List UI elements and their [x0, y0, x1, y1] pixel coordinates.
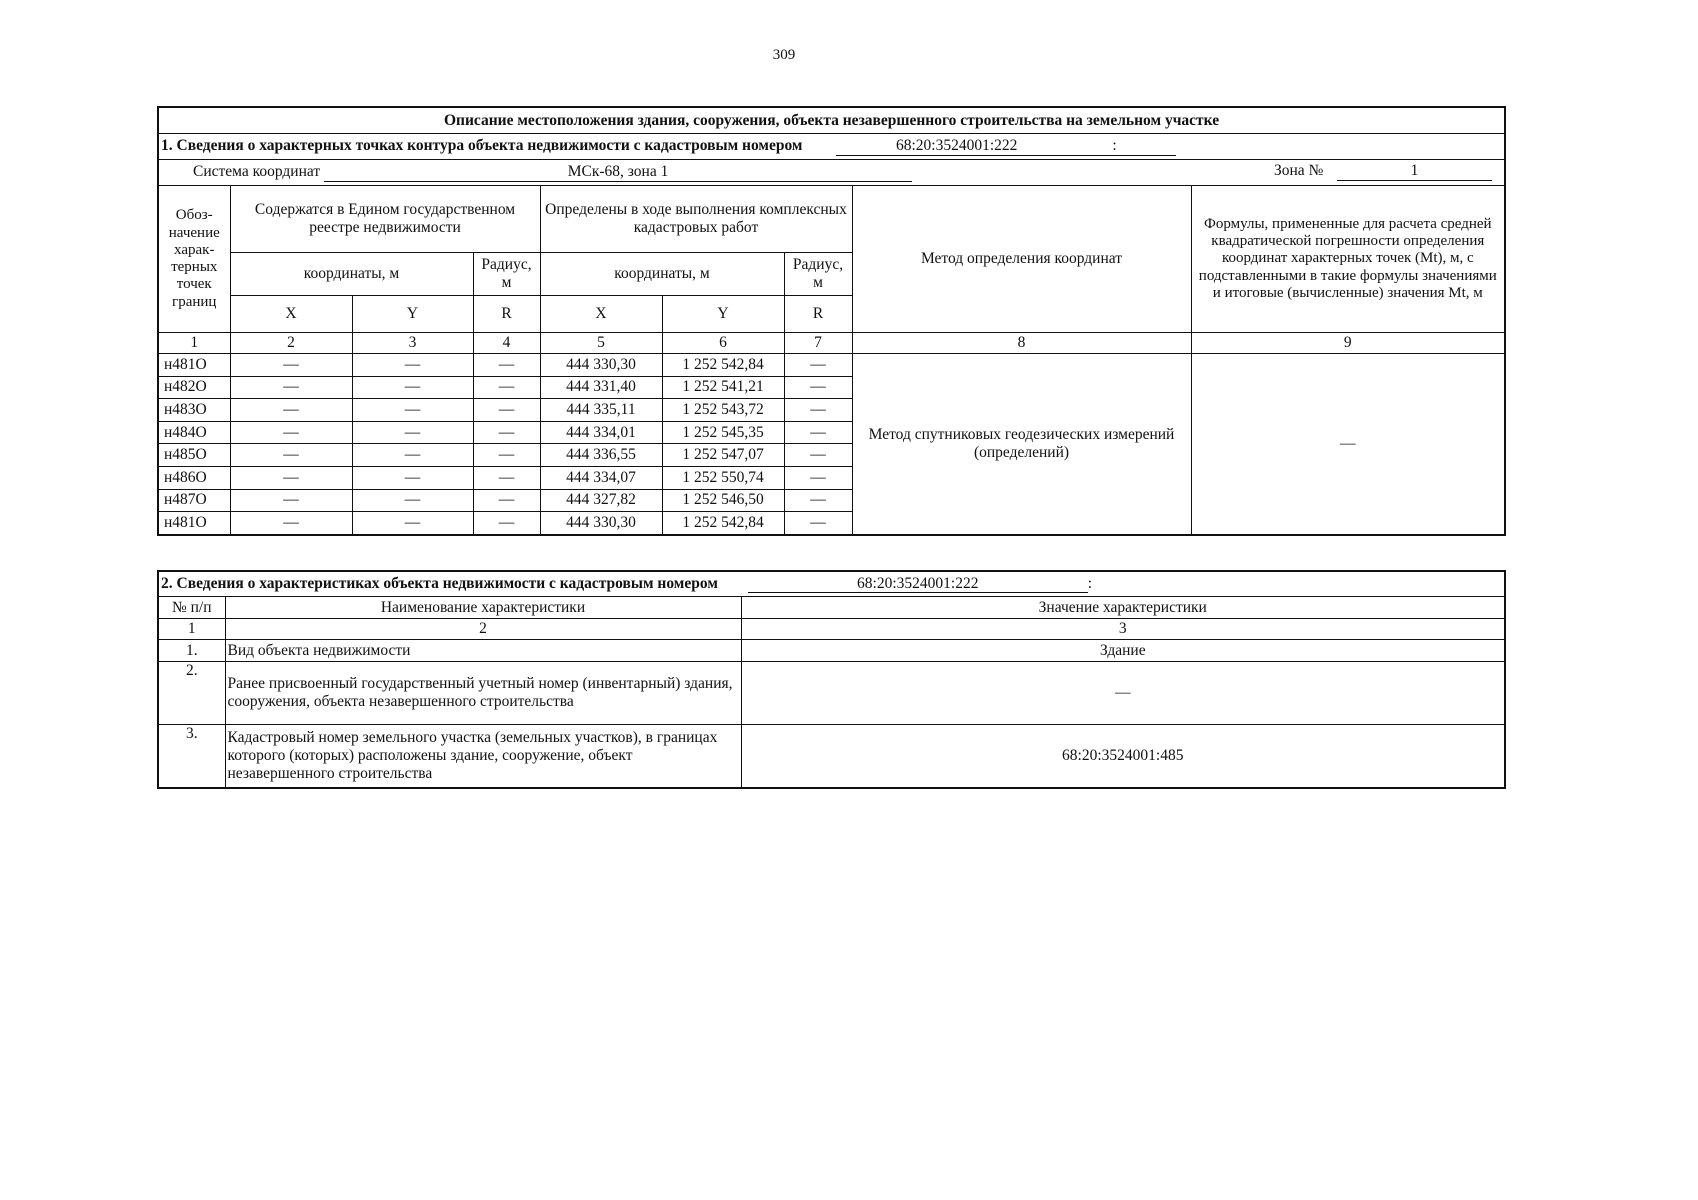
cell-y-kkr: 1 252 542,84 — [662, 512, 784, 535]
cell-y-kkr: 1 252 545,35 — [662, 421, 784, 444]
document-title: Описание местоположения здания, сооружения, объекта незавершенного строительства на земельном участке — [158, 107, 1505, 134]
cell-r-egrn: — — [473, 354, 540, 377]
coord-system-row — [158, 160, 1505, 186]
cell-x-kkr: 444 334,07 — [540, 466, 662, 489]
formulas-value: — — [1191, 354, 1505, 535]
cell-x-egrn: — — [230, 444, 352, 467]
cell-y-kkr: 1 252 546,50 — [662, 489, 784, 512]
row-num: 3. — [158, 725, 225, 789]
cell-r-kkr: — — [784, 376, 852, 399]
cell-x-egrn: — — [230, 399, 352, 422]
characteristic-value: — — [741, 662, 1505, 725]
method-value: Метод спутниковых геодезических измерений (определений) — [852, 354, 1191, 535]
cell-r-egrn: — — [473, 399, 540, 422]
cell-x-kkr: 444 327,82 — [540, 489, 662, 512]
header-r-egrn: R — [473, 296, 540, 333]
point-name: н483О — [158, 399, 230, 422]
header-name: Наименование характеристики — [225, 597, 741, 619]
header-value: Значение характеристики — [741, 597, 1505, 619]
table-row — [158, 725, 1505, 789]
section2-cadastral-number: 68:20:3524001:222 — [748, 575, 1088, 594]
table-row — [158, 640, 1505, 662]
row-num: 1. — [158, 640, 225, 662]
table-row — [158, 662, 1505, 725]
column-number: 2 — [225, 619, 741, 640]
cell-y-kkr: 1 252 542,84 — [662, 354, 784, 377]
column-number: 5 — [540, 333, 662, 354]
cell-x-egrn: — — [230, 354, 352, 377]
cell-r-egrn: — — [473, 489, 540, 512]
header-egrn-group: Содержатся в Едином государственном реестре недвижимости — [230, 186, 540, 253]
cell-y-kkr: 1 252 541,21 — [662, 376, 784, 399]
cell-x-kkr: 444 335,11 — [540, 399, 662, 422]
cell-x-kkr: 444 334,01 — [540, 421, 662, 444]
header-coords-kkr: координаты, м — [540, 253, 784, 296]
header-x-egrn: X — [230, 296, 352, 333]
table-row — [158, 354, 1505, 377]
section1-heading-text: 1. Сведения о характерных точках контура объекта недвижимости с кадастровым номером — [161, 137, 803, 155]
section2-heading-end: : — [1087, 574, 1093, 592]
cell-r-egrn: — — [473, 376, 540, 399]
cell-r-egrn: — — [473, 444, 540, 467]
header-y-egrn: Y — [352, 296, 473, 333]
characteristic-name: Ранее присвоенный государственный учетный номер (инвентарный) здания, сооружения, объекта незавершенного строительства — [225, 662, 741, 725]
point-name: н481О — [158, 354, 230, 377]
header-radius-kkr: Радиус, м — [784, 253, 852, 296]
characteristic-name: Кадастровый номер земельного участка (земельных участков), в границах которого (которых) расположены здание, сооружение, объект незавершенного строительства — [225, 725, 741, 789]
cell-y-egrn: — — [352, 444, 473, 467]
section1-cadastral-number: 68:20:3524001:222 : — [836, 137, 1176, 156]
section2-heading-text: 2. Сведения о характеристиках объекта недвижимости с кадастровым номером — [161, 574, 718, 592]
cell-y-egrn: — — [352, 399, 473, 422]
cell-x-egrn: — — [230, 489, 352, 512]
page-number: 309 — [772, 47, 796, 63]
header-r-kkr: R — [784, 296, 852, 333]
header-coords-egrn: координаты, м — [230, 253, 473, 296]
characteristic-value: 68:20:3524001:485 — [741, 725, 1505, 789]
cell-r-kkr: — — [784, 489, 852, 512]
column-number: 1 — [158, 333, 230, 354]
cell-y-egrn: — — [352, 466, 473, 489]
cell-x-egrn: — — [230, 421, 352, 444]
column-number: 3 — [741, 619, 1505, 640]
cell-x-egrn: — — [230, 466, 352, 489]
column-number: 1 — [158, 619, 225, 640]
section2-heading — [158, 571, 1505, 597]
column-number: 6 — [662, 333, 784, 354]
point-name: н487О — [158, 489, 230, 512]
header-radius-egrn: Радиус, м — [473, 253, 540, 296]
cell-x-kkr: 444 336,55 — [540, 444, 662, 467]
cell-x-egrn: — — [230, 376, 352, 399]
cell-x-egrn: — — [230, 512, 352, 535]
cell-y-kkr: 1 252 543,72 — [662, 399, 784, 422]
cell-r-kkr: — — [784, 421, 852, 444]
cell-r-kkr: — — [784, 466, 852, 489]
characteristic-name: Вид объекта недвижимости — [225, 640, 741, 662]
header-point-designation: Обоз-начение харак-терных точек границ — [158, 186, 230, 333]
cell-x-kkr: 444 330,30 — [540, 354, 662, 377]
point-name: н485О — [158, 444, 230, 467]
cell-x-kkr: 444 330,30 — [540, 512, 662, 535]
cell-r-kkr: — — [784, 512, 852, 535]
characteristic-value: Здание — [741, 640, 1505, 662]
column-number: 3 — [352, 333, 473, 354]
point-name: н484О — [158, 421, 230, 444]
cell-r-kkr: — — [784, 444, 852, 467]
column-number: 4 — [473, 333, 540, 354]
cell-y-egrn: — — [352, 421, 473, 444]
cell-y-egrn: — — [352, 512, 473, 535]
cell-r-egrn: — — [473, 512, 540, 535]
cell-y-egrn: — — [352, 376, 473, 399]
characteristics-table — [157, 570, 1506, 789]
coord-system-value: МСк-68, зона 1 — [324, 163, 912, 182]
point-name: н482О — [158, 376, 230, 399]
point-name: н486О — [158, 466, 230, 489]
cell-y-kkr: 1 252 550,74 — [662, 466, 784, 489]
column-number: 9 — [1191, 333, 1505, 354]
cell-r-kkr: — — [784, 399, 852, 422]
cell-r-egrn: — — [473, 466, 540, 489]
cell-y-egrn: — — [352, 354, 473, 377]
header-y-kkr: Y — [662, 296, 784, 333]
column-number: 8 — [852, 333, 1191, 354]
cell-r-egrn: — — [473, 421, 540, 444]
cell-y-kkr: 1 252 547,07 — [662, 444, 784, 467]
section1-heading — [158, 134, 1505, 160]
point-name: н481О — [158, 512, 230, 535]
column-number: 7 — [784, 333, 852, 354]
zone-label: Зона № — [1274, 162, 1324, 179]
coord-system-label: Система координат — [193, 163, 321, 181]
header-num: № п/п — [158, 597, 225, 619]
header-x-kkr: X — [540, 296, 662, 333]
header-method: Метод определения координат — [852, 186, 1191, 333]
cell-y-egrn: — — [352, 489, 473, 512]
header-kkr-group: Определены в ходе выполнения комплексных кадастровых работ — [540, 186, 852, 253]
cell-x-kkr: 444 331,40 — [540, 376, 662, 399]
points-table — [157, 106, 1506, 536]
header-formulas: Формулы, примененные для расчета средней квадратической погрешности определения координат характерных точек (Mt), м, с подставленными в такие формулы значениями и итоговые (вычисленные) значения Mt, м — [1191, 186, 1505, 333]
zone-value: 1 — [1337, 162, 1492, 181]
row-num: 2. — [158, 662, 225, 725]
cell-r-kkr: — — [784, 354, 852, 377]
column-number: 2 — [230, 333, 352, 354]
